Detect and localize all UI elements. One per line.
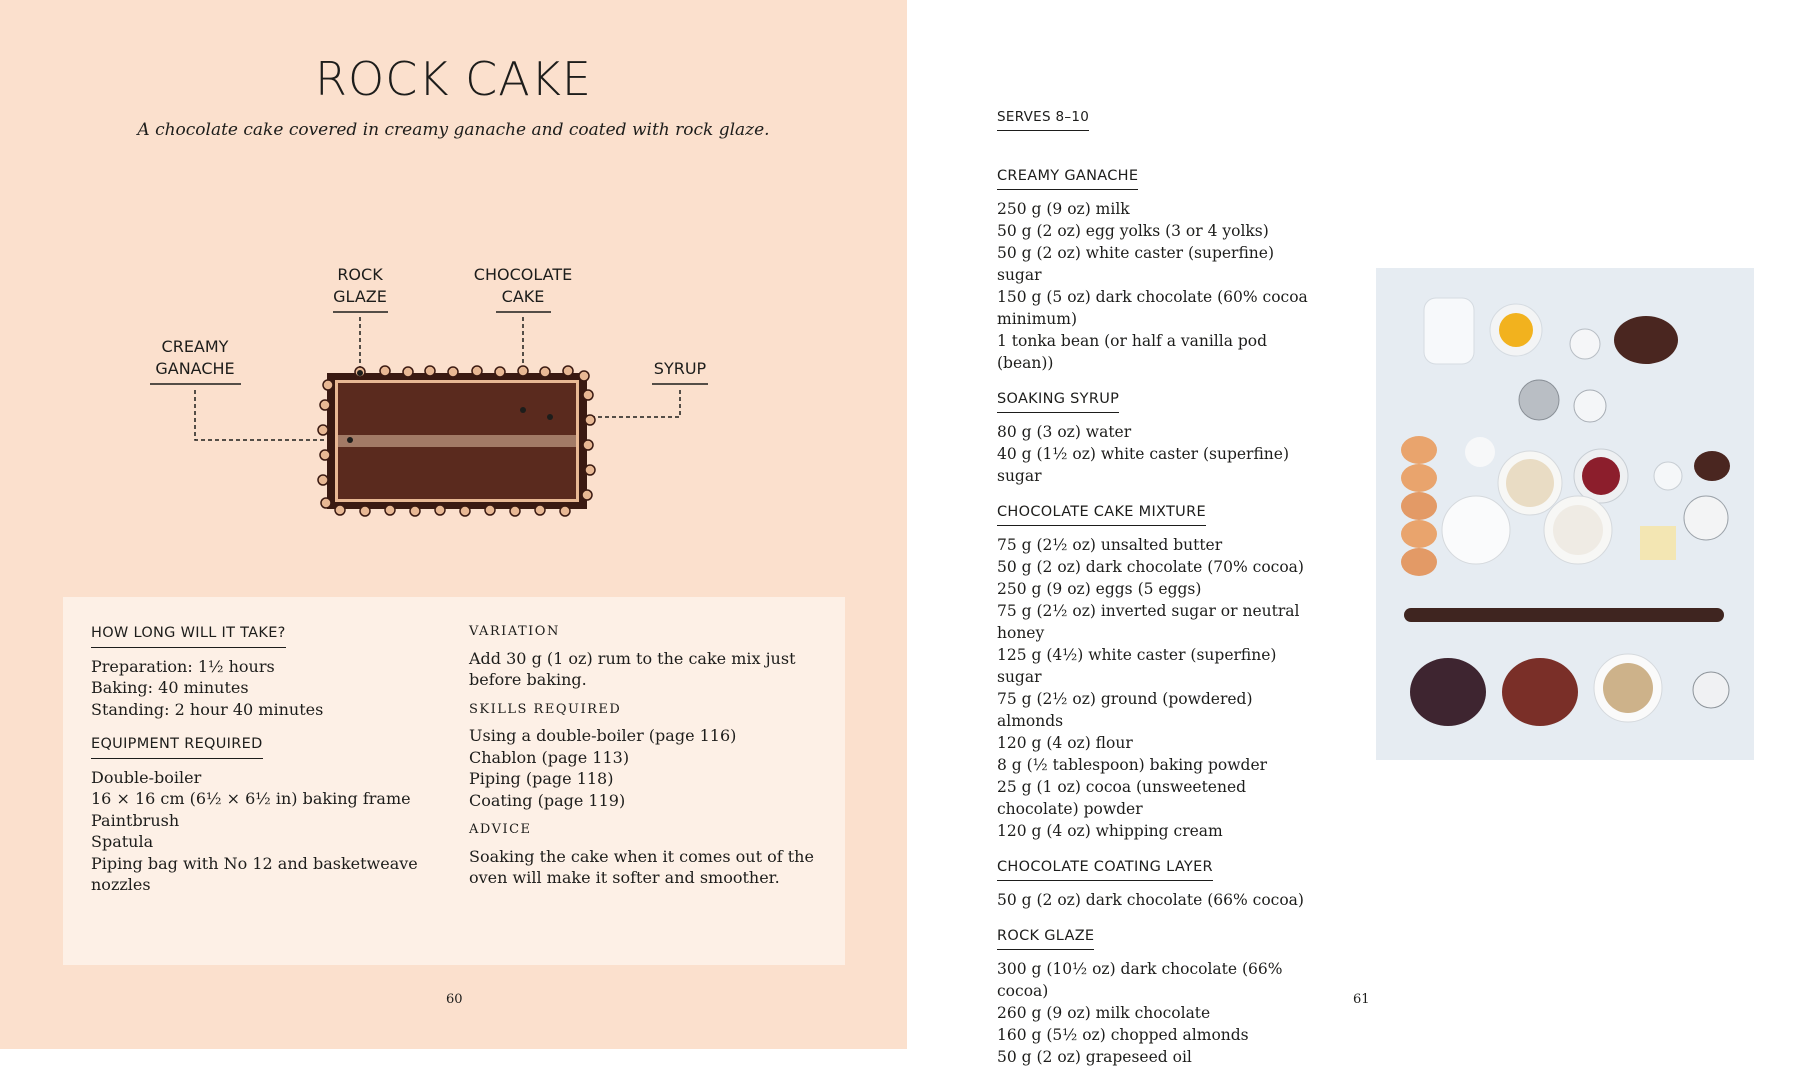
ingredient-item: 8 g (½ tablespoon) baking powder [997, 756, 1268, 774]
ingredient-item: 300 g (10½ oz) dark chocolate (66% cocoa) [997, 960, 1283, 1000]
page-number-left: 60 [446, 992, 463, 1007]
skills-item: Piping (page 118) [469, 769, 614, 788]
ingredient-item: 120 g (4 oz) whipping cream [997, 822, 1223, 840]
skills-item: Coating (page 119) [469, 790, 626, 810]
ingredient-item: 150 g (5 oz) dark chocolate (60% cocoa minimum) [997, 288, 1308, 328]
ingredient-item: 260 g (9 oz) milk chocolate [997, 1004, 1211, 1022]
ingredients-photo [1376, 268, 1754, 760]
ingredient-item: 250 g (9 oz) eggs (5 eggs) [997, 580, 1202, 598]
page-title: ROCK CAKE [315, 52, 592, 106]
ingredient-item: 40 g (1½ oz) white caster (superfine) sugar [997, 445, 1290, 485]
label-chocolate-cake-line1: CHOCOLATE [473, 265, 573, 284]
advice-text: Soaking the cake when it comes out of the oven will make it softer and smoother. [469, 846, 814, 887]
section-heading: CHOCOLATE CAKE MIXTURE [997, 501, 1206, 526]
equipment-item: Double-boiler [91, 767, 202, 787]
ingredient-item: 75 g (2½ oz) ground (powdered) almonds [997, 690, 1253, 730]
how-long-item: Standing: 2 hour 40 minutes [91, 699, 324, 719]
label-creamy-ganache-line1: CREAMY [161, 337, 229, 356]
ingredient-item: 80 g (3 oz) water [997, 423, 1132, 441]
ingredients-list [997, 105, 1317, 1068]
cake-cross-section [327, 373, 587, 509]
info-column-left [91, 621, 421, 896]
equipment-item: Spatula [91, 832, 154, 851]
skills-heading: SKILLS REQUIRED [469, 701, 622, 717]
ingredient-item: 125 g (4½) white caster (superfine) sugar [997, 646, 1277, 686]
ingredient-item: 75 g (2½ oz) inverted sugar or neutral honey [997, 602, 1300, 642]
label-rock-glaze-line2: GLAZE [333, 287, 387, 306]
ingredient-item: 1 tonka bean (or half a vanilla pod (bean)) [997, 332, 1268, 372]
section-heading: CREAMY GANACHE [997, 165, 1138, 190]
page-number-right: 61 [1353, 992, 1370, 1007]
how-long-heading: HOW LONG WILL IT TAKE? [91, 623, 286, 648]
section-heading: CHOCOLATE COATING LAYER [997, 856, 1213, 881]
serves-heading: SERVES 8–10 [997, 106, 1089, 131]
ingredient-item: 50 g (2 oz) grapeseed oil [997, 1048, 1192, 1066]
info-column-right [469, 621, 819, 889]
variation-text: Add 30 g (1 oz) rum to the cake mix just before baking. [469, 648, 796, 689]
section-heading: ROCK GLAZE [997, 925, 1094, 950]
skills-item: Using a double-boiler (page 116) [469, 726, 737, 745]
info-box [63, 597, 845, 965]
label-syrup: SYRUP [653, 359, 707, 378]
ingredient-item: 50 g (2 oz) dark chocolate (66% cocoa) [997, 891, 1304, 909]
page-subtitle: A chocolate cake covered in creamy ganache and coated with rock glaze. [137, 120, 770, 140]
how-long-item: Preparation: 1½ hours [91, 656, 275, 676]
variation-heading: VARIATION [469, 624, 560, 639]
ingredient-item: 120 g (4 oz) flour [997, 734, 1133, 752]
ingredient-item: 50 g (2 oz) egg yolks (3 or 4 yolks) [997, 222, 1269, 240]
equipment-item: Piping bag with No 12 and basketweave nozzles [91, 853, 418, 894]
skills-item: Chablon (page 113) [469, 747, 630, 767]
advice-heading: ADVICE [469, 822, 532, 837]
label-rock-glaze-line1: ROCK [337, 265, 383, 284]
ingredient-item: 250 g (9 oz) milk [997, 200, 1130, 218]
equipment-item: Paintbrush [91, 810, 180, 830]
label-creamy-ganache-line2: GANACHE [155, 359, 235, 378]
section-heading: SOAKING SYRUP [997, 388, 1119, 413]
how-long-item: Baking: 40 minutes [91, 678, 249, 697]
cake-diagram [140, 255, 740, 535]
ingredient-item: 160 g (5½ oz) chopped almonds [997, 1026, 1249, 1044]
label-chocolate-cake-line2: CAKE [501, 287, 545, 306]
ingredient-item: 75 g (2½ oz) unsalted butter [997, 536, 1223, 554]
ingredient-item: 25 g (1 oz) cocoa (unsweetened chocolate) powder [997, 778, 1247, 818]
ingredient-item: 50 g (2 oz) white caster (superfine) sugar [997, 244, 1274, 284]
equipment-item: 16 × 16 cm (6½ × 6½ in) baking frame [91, 789, 411, 808]
ingredient-item: 50 g (2 oz) dark chocolate (70% cocoa) [997, 558, 1304, 576]
equipment-heading: EQUIPMENT REQUIRED [91, 734, 263, 759]
left-page [0, 0, 907, 1049]
